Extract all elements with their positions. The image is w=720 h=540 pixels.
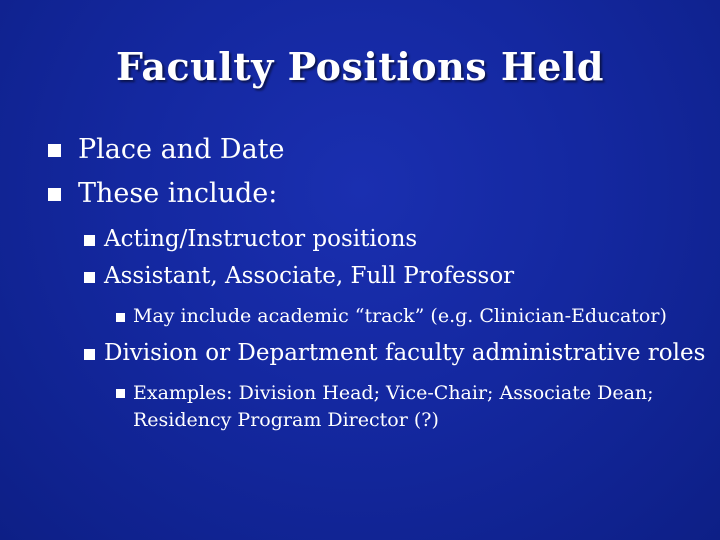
bullet-text: May include academic “track” (e.g. Clinician-Educator) (133, 305, 667, 327)
square-bullet-icon (116, 389, 125, 398)
bullet-item (84, 340, 705, 366)
square-bullet-icon (48, 144, 61, 157)
bullet-item (48, 134, 285, 165)
bullet-text: Division or Department faculty administrative roles (104, 340, 706, 366)
bullet-text: Assistant, Associate, Full Professor (104, 263, 515, 289)
bullet-item (116, 305, 667, 327)
square-bullet-icon (48, 188, 61, 201)
bullet-text: Examples: Division Head; Vice-Chair; Associate Dean; Residency Program Director (?) (133, 382, 654, 431)
bullet-text: Place and Date (78, 134, 285, 165)
slide-title: Faculty Positions Held (116, 44, 604, 89)
square-bullet-icon (116, 313, 125, 322)
bullet-item (84, 226, 417, 252)
bullet-text: Acting/Instructor positions (104, 226, 418, 252)
square-bullet-icon (84, 272, 95, 283)
bullet-item (84, 263, 514, 289)
square-bullet-icon (84, 235, 95, 246)
bullet-text: These include: (78, 178, 278, 209)
bullet-item (116, 380, 673, 434)
square-bullet-icon (84, 349, 95, 360)
bullet-item (48, 178, 277, 209)
